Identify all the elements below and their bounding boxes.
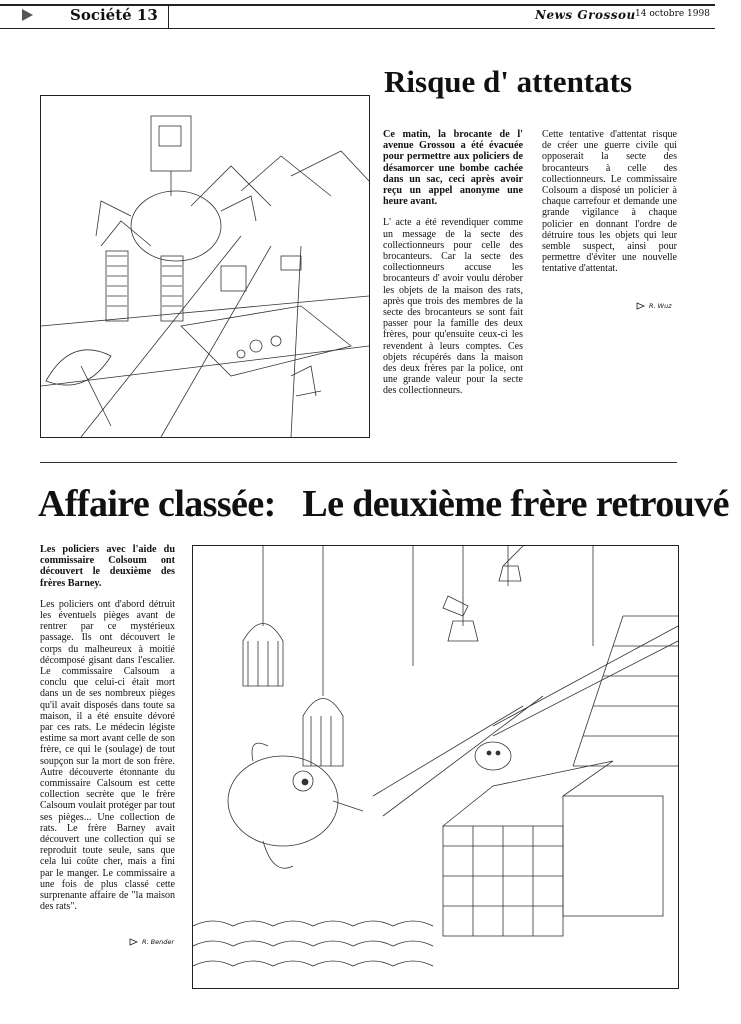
- flea-market-robot-illustration: [40, 95, 370, 438]
- article1-body-2: Cette tentative d'attentat risque de créer une guerre civile qui opposerait la secte des brocanteurs à celle des collectionneurs. Le commissaire Colsoum a disposé un policier à chaque carrefour et demande une grande vigilance à chaque policier en donnant l'ordre de détruire tous les objets qui leur semble suspect, ainsi pour permettre d'éviter une nouvelle tentative d'attentat.: [542, 129, 677, 275]
- arrow-right-icon: [22, 9, 33, 21]
- article2-signature: [129, 938, 174, 946]
- rat-house-illustration: [192, 545, 679, 989]
- article1-signature: [636, 302, 672, 310]
- article1-column-1: [383, 129, 523, 407]
- article-divider: [40, 462, 677, 463]
- article1-column-2: [542, 129, 677, 285]
- issue-date: 14 octobre 1998: [635, 9, 710, 19]
- header-bottom-rule: [0, 28, 715, 29]
- page-header: [0, 0, 741, 34]
- article1-lead: Ce matin, la brocante de l' avenue Grossou a été évacuée pour permettre aux policiers de désamorcer une bombe cachée dans un sac, ceci après avoir reçu un appel anonyme une heure avant.: [383, 129, 523, 208]
- signature-arrow-icon: [129, 938, 138, 946]
- article2-title-text: Affaire classée: Le deuxième frère retrouvé: [38, 483, 729, 525]
- section-label: Société 13: [70, 6, 158, 24]
- article2-lead: Les policiers avec l'aide du commissaire Colsoum ont découvert le deuxième des frères Barney.: [40, 544, 175, 589]
- article1-author: R. Wuz: [649, 302, 672, 310]
- header-divider: [168, 4, 169, 28]
- article1-title: Risque d' attentats: [384, 64, 633, 99]
- signature-arrow-icon: [636, 302, 645, 310]
- article2-column: [40, 544, 175, 923]
- article2-author: R. Bender: [142, 938, 175, 946]
- newspaper-name: News Grossou: [535, 8, 636, 22]
- article1-body-1: L' acte a été revendiquer comme un message de la secte des collectionneurs pour celle des brocanteurs. Car la secte des collectionneurs accuse les brocanteurs d' avoir voulu dérober les objets de la maison des rats, après que trois des membres de la secte des brocanteurs se sont fait passer pour la famille des deux frères, pour qu'ensuite ceux-ci les revendent à leurs comptes. Ces objets récupérés dans la maison des deux frères par la police, ont une grande valeur pour la secte des collectionneurs.: [383, 217, 523, 397]
- article2-title: [38, 482, 729, 526]
- article2-body: Les policiers ont d'abord détruit les éventuels pièges avant de rentrer par ce mystérieux passage. Ils ont découvert le corps du malheureux à moitié décomposé gisant dans l'escalier. Le commissaire Calsoum a conclu que celui-ci était mort dans un de ses nombreux pièges qu'il avait disposés dans toute sa maison, il a été ensuite dévoré par ces rats. Le médecin légiste estime sa mort avant celle de son frère, ce qui le (soulage) de tout soupçon sur la mort de son frère. Autre découverte étonnante du commissaire Calsoum est cette collection secrète que le frère Calsoum voulait protéger par tout ses pièges... Une collection de rats. Le frère Barney avait découvert une collection qui se reproduit toute seule, sans que cela lui coûte cher, mais a fini par le manger. Le commissaire a une fois de plus classé cette surprenante affaire de "la maison des rats".: [40, 598, 175, 913]
